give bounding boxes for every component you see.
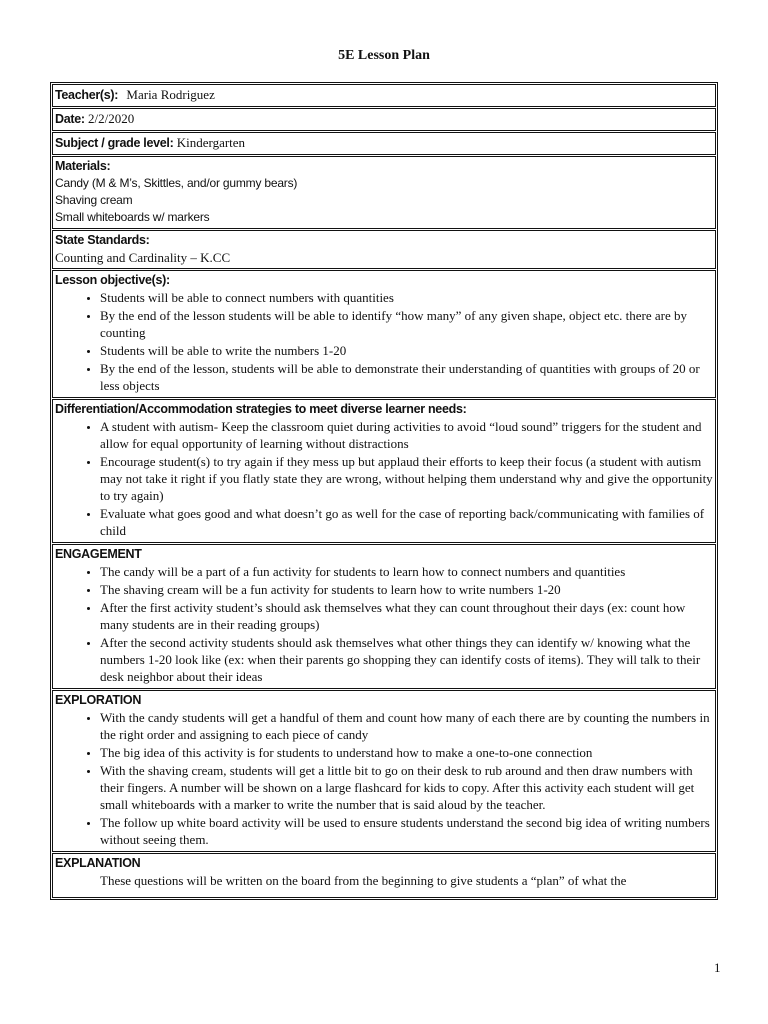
date-row bbox=[52, 108, 716, 131]
page-number: 1 bbox=[714, 960, 721, 975]
standards-row bbox=[52, 230, 716, 269]
list-item: • The big idea of this activity is for students to understand how to make a one-to-one connection bbox=[100, 744, 713, 761]
list-item: • The follow up white board activity will be used to ensure students understand the second big idea of writing numbers without seeing them. bbox=[100, 814, 713, 848]
standards-value: Counting and Cardinality – K.CC bbox=[55, 250, 231, 265]
list-item: • With the candy students will get a handful of them and count how many of each there are by counting the numbers in the right order and assigning to each piece of candy bbox=[100, 709, 713, 743]
engagement-row bbox=[52, 544, 716, 689]
date-label: Date: bbox=[55, 112, 85, 126]
differentiation-list bbox=[55, 418, 713, 539]
list-item: • By the end of the lesson, students will be able to demonstrate their understanding of quantities with groups of 20 or less objects bbox=[100, 360, 713, 394]
list-item: • Students will be able to connect numbers with quantities bbox=[100, 289, 713, 306]
list-item: • The candy will be a part of a fun activity for students to learn how to connect numbers and quantities bbox=[100, 563, 713, 580]
exploration-list bbox=[55, 709, 713, 848]
engagement-label: ENGAGEMENT bbox=[55, 547, 142, 561]
objectives-row bbox=[52, 270, 716, 398]
explanation-row bbox=[52, 853, 716, 898]
explanation-list bbox=[55, 872, 713, 894]
materials-item: Candy (M & M’s, Skittles, and/or gummy bears) bbox=[55, 176, 298, 190]
differentiation-row bbox=[52, 399, 716, 543]
explanation-label: EXPLANATION bbox=[55, 856, 141, 870]
list-item: • After the first activity student’s should ask themselves what they can count throughout their days (ex: count how many students are in their reading groups) bbox=[100, 599, 713, 633]
list-item: • Evaluate what goes good and what doesn’t go as well for the case of reporting back/communicating with families of child bbox=[100, 505, 713, 539]
list-item: • Encourage student(s) to try again if they mess up but applaud their efforts to keep their focus (a student with autism may not take it right if you flatly state they are wrong, without helping them understand why and give the opportunity to try again) bbox=[100, 453, 713, 504]
exploration-row bbox=[52, 690, 716, 852]
date-value: 2/2/2020 bbox=[88, 111, 135, 126]
materials-item: Shaving cream bbox=[55, 193, 133, 207]
list-item: • After the second activity students should ask themselves what other things they can identify w/ knowing what the numbers 1-20 look like (ex: when their parents go shopping they can identify costs of items). They will talk to their desk neighbor about their ideas bbox=[100, 634, 713, 685]
list-item: • The shaving cream will be a fun activity for students to learn how to write numbers 1-20 bbox=[100, 581, 713, 598]
list-item: • These questions will be written on the board from the beginning to give students a “plan” of what the bbox=[100, 872, 713, 894]
engagement-list bbox=[55, 563, 713, 685]
list-item: • Students will be able to write the numbers 1-20 bbox=[100, 342, 713, 359]
objectives-label: Lesson objective(s): bbox=[55, 273, 170, 287]
subject-label: Subject / grade level: bbox=[55, 136, 174, 150]
materials-label: Materials: bbox=[55, 159, 111, 173]
list-item: • A student with autism- Keep the classroom quiet during activities to avoid “loud sound” triggers for the student and allow for equal opportunity of learning without distractions bbox=[100, 418, 713, 452]
materials-row bbox=[52, 156, 716, 229]
materials-item: Small whiteboards w/ markers bbox=[55, 210, 210, 224]
list-item: • By the end of the lesson students will be able to identify “how many” of any given shape, object etc. there are by counting bbox=[100, 307, 713, 341]
teacher-label: Teacher(s): bbox=[55, 88, 119, 102]
lesson-plan-table bbox=[50, 82, 718, 900]
objectives-list bbox=[55, 289, 713, 394]
list-item: • With the shaving cream, students will get a little bit to go on their desk to rub around and then draw numbers with their fingers. A number will be shown on a large flashcard for kids to copy. After this activity each student will get small whiteboards with a marker to write the number that is said aloud by the teacher. bbox=[100, 762, 713, 813]
teacher-row bbox=[52, 84, 716, 107]
subject-row bbox=[52, 132, 716, 155]
standards-label: State Standards: bbox=[55, 233, 150, 247]
differentiation-label: Differentiation/Accommodation strategies to meet diverse learner needs: bbox=[55, 402, 467, 416]
teacher-value: Maria Rodriguez bbox=[126, 87, 215, 102]
exploration-label: EXPLORATION bbox=[55, 693, 142, 707]
page-title: 5E Lesson Plan bbox=[338, 48, 430, 63]
subject-value: Kindergarten bbox=[176, 135, 246, 150]
